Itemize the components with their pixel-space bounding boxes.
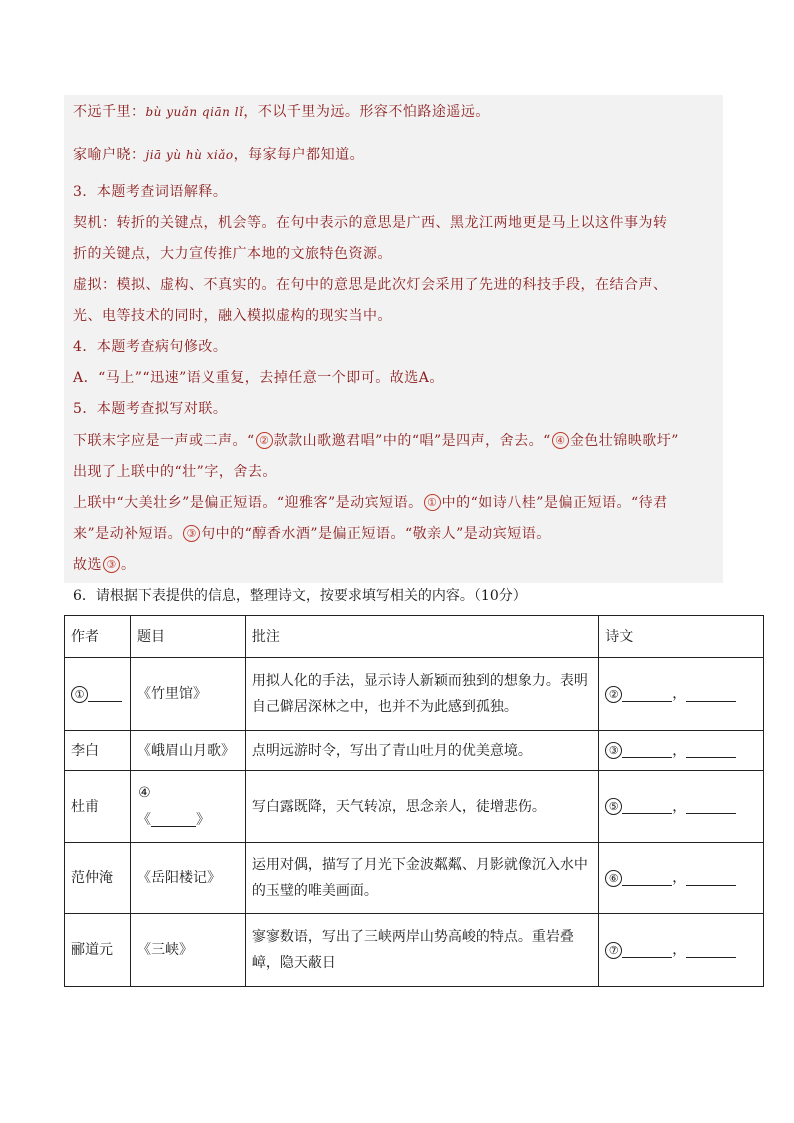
poem-blank-1[interactable] bbox=[622, 743, 672, 758]
circled-number: ③ bbox=[605, 742, 622, 759]
circled-number: ④ bbox=[138, 785, 151, 801]
poem-table bbox=[64, 615, 764, 987]
poem-cell bbox=[599, 731, 764, 771]
answer-line-6: 虚拟：模拟、虚构、不真实的。在句中的意思是此次灯会采用了先进的科技手段，在结合声、 bbox=[73, 277, 668, 293]
question-6: 6．请根据下表提供的信息，整理诗文，按要求填写相关的内容。（10分） bbox=[73, 588, 527, 604]
idiom-term: 家喻户晓： bbox=[73, 147, 146, 163]
note-cell: 写白露既降，天气转凉，思念亲人，徒增悲伤。 bbox=[245, 771, 598, 843]
answer-line-13 bbox=[73, 492, 668, 512]
answer-line-4: 契机：转折的关键点，机会等。在句中表示的意思是广西、黑龙江两地更是马上以这件事为转 bbox=[73, 215, 668, 231]
title-cell: 《峨眉山月歌》 bbox=[130, 731, 245, 771]
poem-blank-1[interactable] bbox=[622, 799, 672, 814]
idiom-definition: ，不以千里为远。形容不怕路途遥远。 bbox=[243, 104, 490, 120]
text: 款款山歌邀君唱”中的“唱”是四声，舍去。“ bbox=[273, 433, 551, 449]
circled-number: ② bbox=[605, 686, 622, 703]
text: 中的“如诗八桂”是偏正短语。“待君 bbox=[441, 495, 668, 511]
table-row bbox=[65, 843, 764, 914]
text: 来”是动补短语。 bbox=[73, 526, 183, 542]
header-note: 批注 bbox=[245, 616, 598, 658]
poem-blank-2[interactable] bbox=[686, 687, 736, 702]
idiom-term: 不远千里： bbox=[73, 104, 146, 120]
pinyin: bù yuǎn qiān lǐ bbox=[145, 105, 244, 119]
poem-cell bbox=[599, 771, 764, 843]
answer-line-14 bbox=[73, 523, 551, 543]
header-title: 题目 bbox=[130, 616, 245, 658]
poem-cell bbox=[599, 914, 764, 987]
idiom-definition: ，每家每户都知道。 bbox=[233, 147, 365, 163]
note-cell: 用拟人化的手法，显示诗人新颖而独到的想象力。表明自己僻居深林之中，也并不为此感到孤独。 bbox=[245, 658, 598, 731]
text: 。 bbox=[121, 557, 136, 573]
poem-blank-2[interactable] bbox=[686, 799, 736, 814]
text: 《 bbox=[136, 811, 151, 828]
comma: ， bbox=[672, 870, 687, 886]
circled-number: ⑦ bbox=[605, 942, 622, 959]
answer-line-2 bbox=[73, 144, 364, 164]
text: 上联中“大美壮乡”是偏正短语。“迎雅客”是动宾短语。 bbox=[73, 495, 423, 511]
poem-cell bbox=[599, 843, 764, 914]
answer-line-1 bbox=[73, 101, 490, 121]
text: 》 bbox=[195, 811, 210, 828]
answer-line-3: 3．本题考查词语解释。 bbox=[73, 184, 228, 200]
note-cell: 点明远游时令，写出了青山吐月的优美意境。 bbox=[245, 731, 598, 771]
table-row bbox=[65, 658, 764, 731]
poem-blank-1[interactable] bbox=[622, 943, 672, 958]
circled-number: ⑥ bbox=[605, 870, 622, 887]
answer-line-12: 出现了上联中的“壮”字，舍去。 bbox=[73, 464, 277, 480]
comma: ， bbox=[672, 798, 687, 815]
author-cell: 范仲淹 bbox=[65, 843, 131, 914]
title-cell: 《岳阳楼记》 bbox=[130, 843, 245, 914]
author-cell: 郦道元 bbox=[65, 914, 131, 987]
circled-number: ③ bbox=[103, 556, 120, 573]
answer-line-15 bbox=[73, 554, 136, 574]
table-row bbox=[65, 914, 764, 987]
note-cell: 运用对偶，描写了月光下金波粼粼、月影就像沉入水中的玉璧的唯美画面。 bbox=[245, 843, 598, 914]
text: 下联末字应是一声或二声。“ bbox=[73, 433, 255, 449]
title-cell: 《三峡》 bbox=[130, 914, 245, 987]
table-row bbox=[65, 771, 764, 843]
text: 句中的“醇香水酒”是偏正短语。“敬亲人”是动宾短语。 bbox=[201, 526, 551, 542]
poem-blank-1[interactable] bbox=[622, 871, 672, 886]
circled-number: ④ bbox=[552, 432, 569, 449]
poem-blank-2[interactable] bbox=[686, 743, 736, 758]
title-cell: 《竹里馆》 bbox=[130, 658, 245, 731]
answer-line-10: 5．本题考查拟写对联。 bbox=[73, 401, 228, 417]
title-cell bbox=[130, 771, 245, 843]
note-cell: 寥寥数语，写出了三峡两岸山势高峻的特点。重岩叠嶂，隐天蔽日 bbox=[245, 914, 598, 987]
answer-line-9: A．“马上”“迅速”语义重复，去掉任意一个即可。故选A。 bbox=[73, 370, 444, 386]
pinyin: jiā yù hù xiǎo bbox=[145, 148, 234, 162]
author-cell: 李白 bbox=[65, 731, 131, 771]
circled-number: ① bbox=[424, 494, 441, 511]
circled-number: ③ bbox=[183, 525, 200, 542]
header-author: 作者 bbox=[65, 616, 131, 658]
circled-number: ② bbox=[256, 432, 273, 449]
table-row bbox=[65, 731, 764, 771]
answer-line-7: 光、电等技术的同时，融入模拟虚构的现实当中。 bbox=[73, 308, 392, 324]
poem-blank-2[interactable] bbox=[686, 871, 736, 886]
comma: ， bbox=[672, 686, 687, 702]
author-blank[interactable] bbox=[88, 687, 122, 702]
circled-number: ① bbox=[71, 686, 88, 703]
poem-cell bbox=[599, 658, 764, 731]
poem-blank-2[interactable] bbox=[686, 943, 736, 958]
answer-line-8: 4．本题考查病句修改。 bbox=[73, 339, 228, 355]
text: 故选 bbox=[73, 557, 102, 573]
comma: ， bbox=[672, 942, 687, 958]
table-header-row bbox=[65, 616, 764, 658]
author-cell: 杜甫 bbox=[65, 771, 131, 843]
comma: ， bbox=[672, 742, 687, 759]
author-cell bbox=[65, 658, 131, 731]
circled-number: ⑤ bbox=[605, 798, 622, 815]
text: 金色壮锦映歌圩” bbox=[569, 433, 679, 449]
answer-line-5: 折的关键点，大力宣传推广本地的文旅特色资源。 bbox=[73, 246, 392, 262]
header-poem: 诗文 bbox=[599, 616, 764, 658]
poem-blank-1[interactable] bbox=[622, 687, 672, 702]
title-blank[interactable] bbox=[151, 812, 196, 827]
answer-line-11 bbox=[73, 430, 679, 450]
